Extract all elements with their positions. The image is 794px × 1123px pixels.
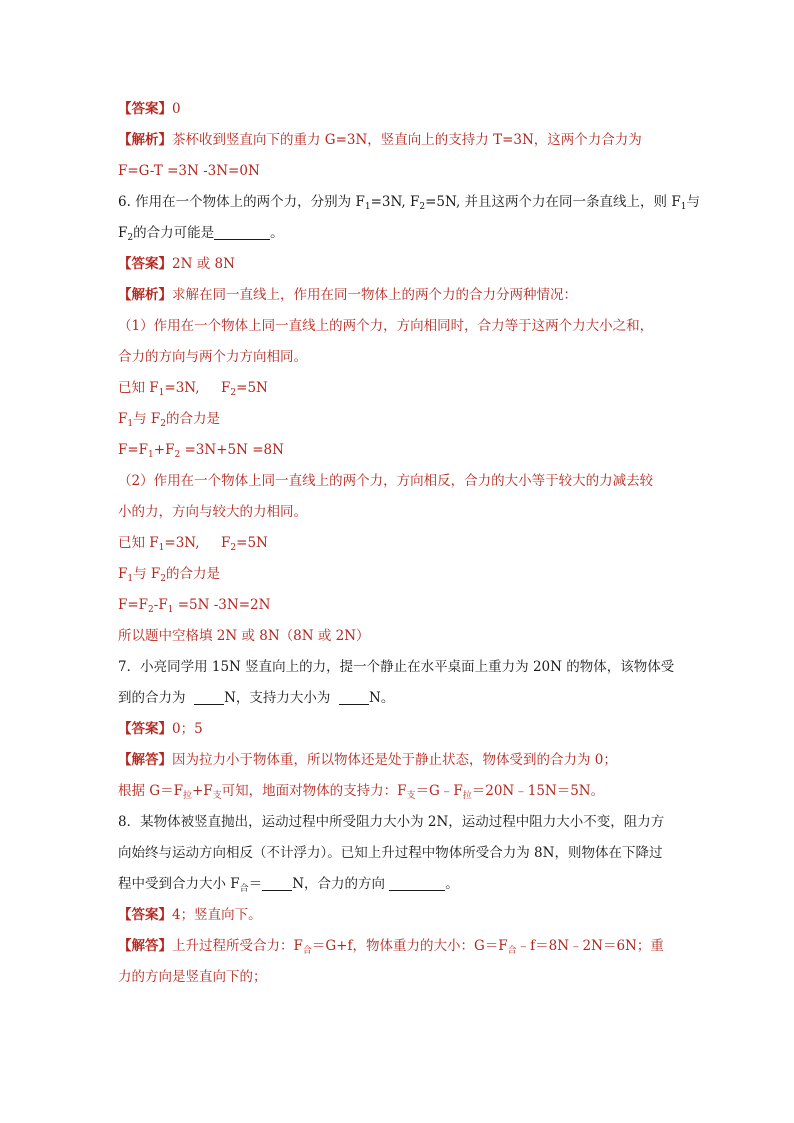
answer-text: 2N 或 8N — [172, 256, 235, 272]
q8-answer-line — [118, 900, 678, 931]
q6-case2-line1: （2）作用在一个物体上同一直线上的两个力，方向相反，合力的大小等于较大的力减去较 — [118, 473, 654, 489]
q6-diff-formula: $F=F_2-F_1 =5N$ -3N=2N — [118, 597, 271, 615]
q8-solution-line2: 力的方向是竖直向下的； — [118, 969, 267, 985]
q7-answer-line — [118, 714, 678, 745]
q7-stem-line1: 7．小亮同学用 15N 竖直向上的力，提一个静止在水平桌面上重力为 20N 的物体，该物体受 — [118, 659, 675, 675]
q7-solution-line2: 根据 $G=F_拉+F_支$可知，地面对物体的支持力：$F_支=G﹣F_拉=20N﹣15N=5N$。 — [118, 783, 605, 801]
answer-blank — [389, 875, 445, 891]
answer-blank — [262, 875, 292, 891]
q6-case1-line2: 合力的方向与两个力方向相同。 — [118, 349, 307, 365]
answer-tag: 【答案】 — [118, 256, 172, 272]
q8-stem-line3: 程中受到合力大小 $F_合= N$，合力的方向 。 — [118, 876, 459, 894]
analysis-tag: 【解析】 — [118, 287, 172, 303]
answer-text: 0；5 — [172, 721, 203, 737]
q6-known-1: 已知 $F_1=3N$, $F_2=5N$ — [118, 380, 268, 398]
q8-stem-line1: 8．某物体被竖直抛出，运动过程中所受阻力大小为 2N，运动过程中阻力大小不变，阻力方 — [118, 814, 665, 830]
q7-stem-line2: 到的合力为 N，支持力大小为 N。 — [118, 690, 395, 706]
answer-text: 4；竖直向下。 — [172, 907, 262, 923]
answer-tag: 【答案】 — [118, 721, 172, 737]
q6-answer-line — [118, 249, 678, 280]
q6-stem-line1: 6. 作用在一个物体上的两个力，分别为 $F_1=3N$, $F_2=5N$, 并且这两个力在同一条直线上，则 $F_1$与 — [118, 194, 700, 212]
q5-answer-line — [118, 94, 678, 125]
q5-formula: F=G-T =3N -3N=0N — [118, 163, 260, 179]
q8-stem-line2: 向始终与运动方向相反（不计浮力）。已知上升过程中物体所受合力为 8N，则物体在下降过 — [118, 845, 663, 861]
q6-sum-formula: $F=F_1+F_2 =3N+5N =8N$ — [118, 442, 284, 460]
q6-conclusion: 所以题中空格填 2N 或 8N（8N 或 2N） — [118, 628, 370, 644]
answer-text: 0 — [172, 101, 181, 117]
analysis-tag: 【解析】 — [118, 132, 172, 148]
q8-solution-line1: 【解答】上升过程所受合力：$F_合=G+f$，物体重力的大小：$G=F_合﹣f=8N﹣2N=6N$；重 — [118, 938, 664, 956]
q7-solution-line1: 【解答】因为拉力小于物体重，所以物体还是处于静止状态，物体受到的合力为 0； — [118, 752, 617, 768]
answer-tag: 【答案】 — [118, 907, 172, 923]
q6-analysis-line: 【解析】求解在同一直线上，作用在同一物体上的两个力的合力分两种情况： — [118, 287, 577, 303]
answer-tag: 【答案】 — [118, 101, 172, 117]
q6-case1-line1: （1）作用在一个物体上同一直线上的两个力，方向相同时，合力等于这两个力大小之和， — [118, 318, 654, 334]
analysis-text: 茶杯收到竖直向下的重力 G=3N，竖直向上的支持力 T=3N，这两个力合力为 — [172, 132, 642, 148]
q6-known-2: 已知 $F_1=3N$, $F_2=5N$ — [118, 535, 268, 553]
answer-blank — [194, 689, 224, 705]
solution-tag: 【解答】 — [118, 938, 172, 954]
answer-blank — [339, 689, 369, 705]
q6-resultant-1: $F_1$与 $F_2$的合力是 — [118, 411, 221, 429]
q6-case2-line2: 小的力，方向与较大的力相同。 — [118, 504, 307, 520]
solution-tag: 【解答】 — [118, 752, 172, 768]
q6-resultant-2: $F_1$与 $F_2$的合力是 — [118, 566, 221, 584]
q5-analysis-line — [118, 125, 678, 156]
answer-blank — [214, 224, 270, 240]
document-page — [118, 94, 700, 993]
q6-stem-line2: $F_2$的合力可能是 。 — [118, 225, 284, 243]
